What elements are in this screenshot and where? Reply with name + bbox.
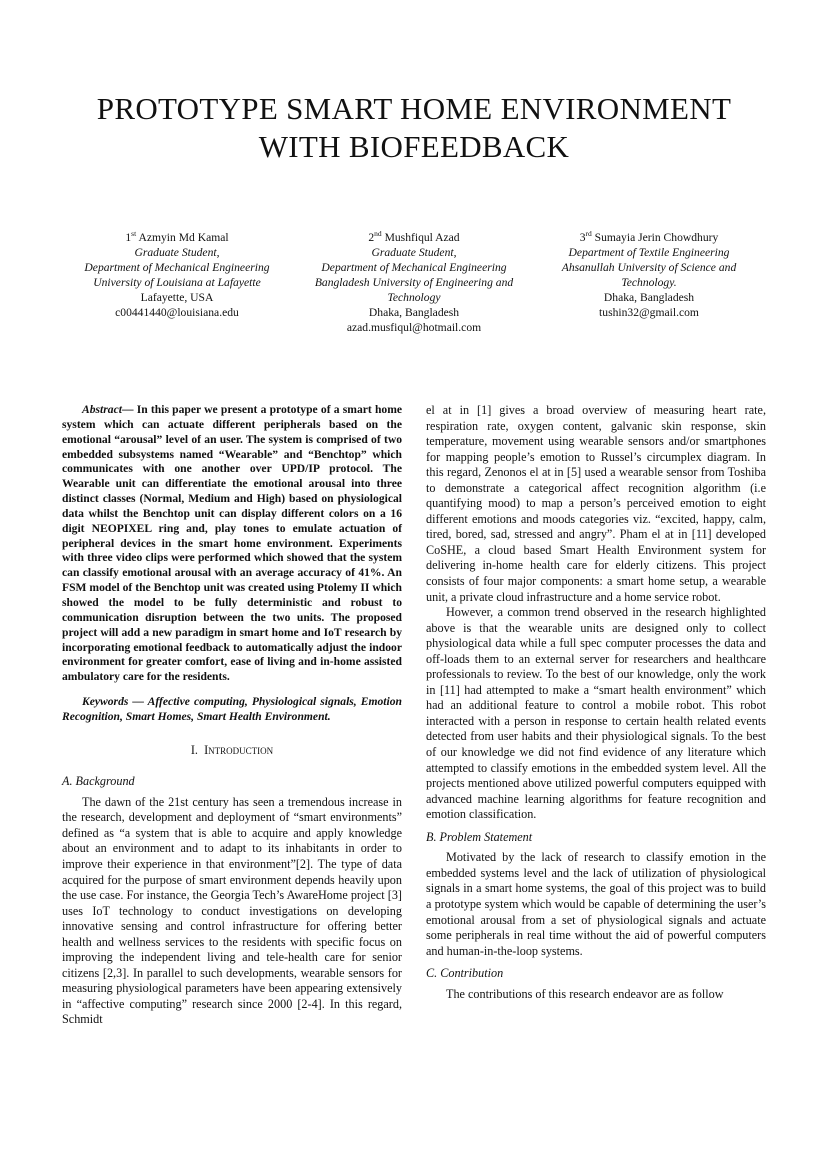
author-university: Ahsanullah University of Science and xyxy=(561,260,737,274)
subsection-heading-background: A. Background xyxy=(62,774,135,789)
paragraph-related-work: el at in [1] gives a broad overview of measuring heart rate, respiration rate, oxygen content, galvanic skin response, skin temperature, movement using wearable sensors and/or smartphones for mapping people’s emotion to Russel’s circumplex diagram. In this regard, Zenonos el at in [5] used a wearable sensor from Toshiba to demonstrate a categorical affect recognition algorithm (i.e quantifying mood) to map a person’s perceived emotion to eight different emotions and moods categories viz. “excited, happy, calm, tired, bored, sad, stressed and angry”. Pham el at in [11] developed CoSHE, a cloud based Smart Health Environment system for delivering in-home health care for elderly citizens. This project consists of four major components: a smart home setup, a wearable unit, a private cloud infrastructure and a home service robot. xyxy=(426,403,766,604)
section-heading-introduction: I. Introduction xyxy=(190,742,274,757)
right-column xyxy=(426,403,766,1002)
author-university-cont: Technology xyxy=(387,290,441,304)
author-title: Graduate Student, xyxy=(134,245,220,259)
author-location: Dhaka, Bangladesh xyxy=(603,290,695,304)
author-name: 2nd Mushfiqul Azad xyxy=(368,229,460,244)
abstract-text: In this paper we present a prototype of a smart home system which can actuate different peripherals based on the emotional “arousal” level of an user. The system is comprised of two embedded subsystems named “Wearable” and “Benchtop” which communicates with one another over UPD/IP protocol. The Wearable unit can differentiate the emotional arousal into three distinct classes (Normal, Medium and High) based on physiological data whilst the Benchtop unit can display different colors on a 16 digit NEOPIXEL ring and, play tones to emulate actuation of peripheral devices in the smart home environment. Experiments with three video clips were performed which showed that the system can classify emotional arousal with an average accuracy of 41%. An FSM model of the Benchtop unit was created using Ptolemy II which showed the model to be fully deterministic and robust to communication disruption between the two units. The proposed project will add a new paradigm in smart home and IoT research by incorporating emotional feedback to automatically adjust the indoor environment for greater comfort, ease of living and in-home assisted ambulatory care for the residents. xyxy=(62,403,403,684)
author-block-3 xyxy=(529,226,769,320)
author-email: c00441440@louisiana.edu xyxy=(115,305,239,319)
author-block-2 xyxy=(294,226,534,335)
paragraph-background: The dawn of the 21st century has seen a tremendous increase in the research, development and deployment of “smart environments” defined as “a system that is able to acquire and apply knowledge about an environment and to adapt to its inhabitants in order to improve their experience in that environment”[2]. The type of data acquired for the purpose of smart environment depends heavily upon the use case. For instance, the Georgia Tech’s AwareHome project [3] uses IoT technology to conduct investigations on developing innovative sensing and control infrastructure for offering better health and wellness services to the residents with specific focus on improving the independent living and tele-health care for senior citizens [2,3]. In parallel to such developments, wearable sensors for measuring physiological parameters have been appearing extensively in “affective computing” research since 2000 [2-4]. In this regard, Schmidt xyxy=(62,794,402,1027)
author-university-cont: Technology. xyxy=(621,275,677,289)
author-email: tushin32@gmail.com xyxy=(599,305,699,319)
author-university: Bangladesh University of Engineering and xyxy=(314,275,514,289)
author-department: Department of Textile Engineering xyxy=(568,245,730,259)
author-location: Lafayette, USA xyxy=(140,290,214,304)
author-name: 3rd Sumayia Jerin Chowdhury xyxy=(579,229,719,244)
author-location: Dhaka, Bangladesh xyxy=(368,305,460,319)
title-line-2: WITH BIOFEEDBACK xyxy=(258,129,570,164)
subsection-heading-contribution: C. Contribution xyxy=(426,966,504,981)
abstract-label: Abstract— xyxy=(82,403,134,416)
paper-title xyxy=(40,90,788,166)
author-email: azad.musfiqul@hotmail.com xyxy=(346,320,482,334)
paragraph-problem: Motivated by the lack of research to classify emotion in the embedded systems level and the lack of utilization of physiological signals in a smart home systems, the goal of this project was to build a prototype system which would be capable of determining the user’s emotional arousal from a set of physiological signals and actuate some peripherals in real time without the aid of powerful computers and human-in-the-loop systems. xyxy=(426,850,766,958)
title-line-1: PROTOTYPE SMART HOME ENVIRONMENT xyxy=(96,91,732,126)
subsection-heading-problem: B. Problem Statement xyxy=(426,829,533,844)
author-block-1 xyxy=(57,226,297,320)
left-column xyxy=(62,403,402,1028)
keywords: Keywords — Affective computing, Physiological signals, Emotion Recognition, Smart Homes, Smart Health Environment. xyxy=(62,695,402,723)
author-department: Department of Mechanical Engineering xyxy=(321,260,507,274)
abstract xyxy=(62,403,402,685)
author-name: 1st Azmyin Md Kamal xyxy=(125,229,229,244)
author-department: Department of Mechanical Engineering xyxy=(84,260,270,274)
paragraph-common-trend: However, a common trend observed in the research highlighted above is that the wearable units are designed only to collect physiological data while a full spec computer processes the data and off-loads them to an external server for researchers and healthcare professionals to review. To the best of our knowledge, only the work in [11] had attempted to make a “smart health environment” which had an additional feature to control a mobile robot. This robot interacted with a person in response to certain health related events detected from user habits and their physiological signals. To the best of our knowledge we did not find evidence of any literature which attempted to classify emotions in the embedded system level. All the projects mentioned above utilized powerful computers equipped with advanced machine learning algorithms for feature recognition and emotion classification. xyxy=(426,605,766,822)
paragraph-contribution: The contributions of this research endeavor are as follow xyxy=(446,986,724,1001)
author-university: University of Louisiana at Lafayette xyxy=(93,275,261,289)
author-title: Graduate Student, xyxy=(371,245,457,259)
